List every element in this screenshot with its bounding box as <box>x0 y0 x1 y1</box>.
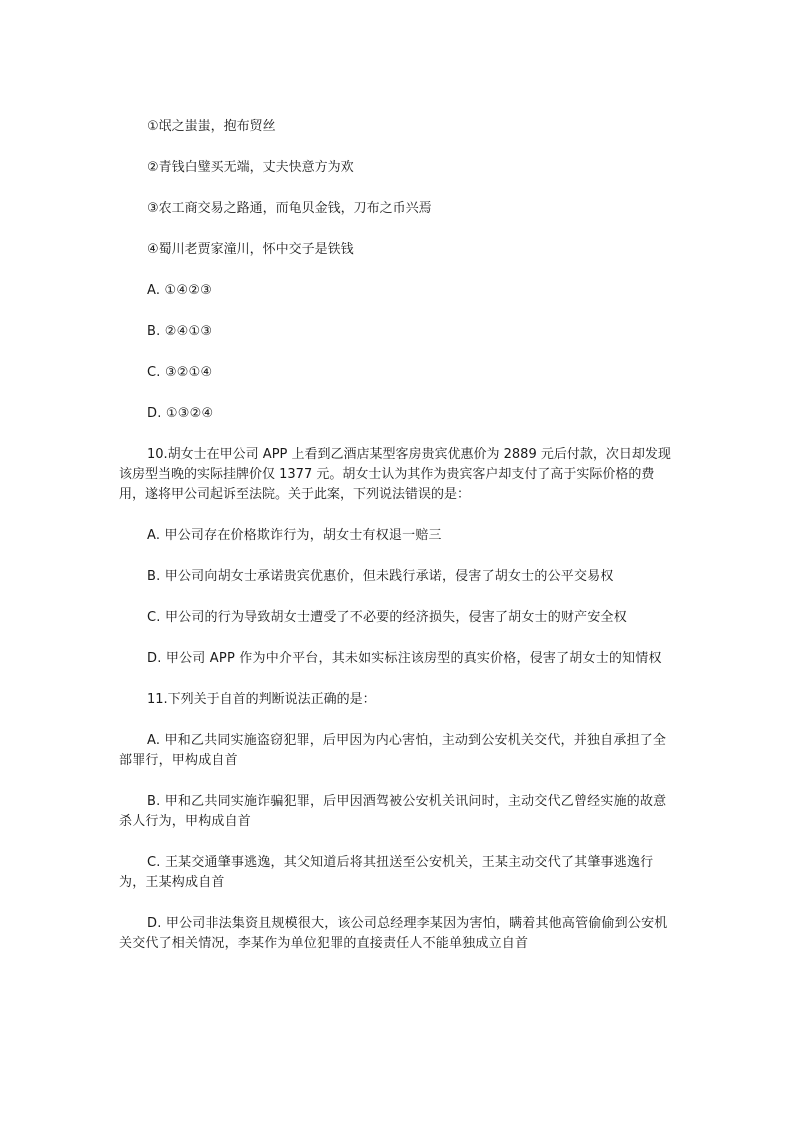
q9-option-d: D. ①③②④ <box>147 406 214 421</box>
q11-option-c: C. 王某交通肇事逃逸，其父知道后将其扭送至公安机关，王某主动交代了其肇事逃逸行为，王某构成自首 <box>119 855 654 890</box>
q11-option-b: B. 甲和乙共同实施诈骗犯罪，后甲因酒驾被公安机关讯问时，主动交代乙曾经实施的故意杀人行为，甲构成自首 <box>119 794 667 829</box>
q9-item-2: ②青钱白璧买无端，丈夫快意方为欢 <box>147 160 354 175</box>
q10-option-b: B. 甲公司向胡女士承诺贵宾优惠价，但未践行承诺，侵害了胡女士的公平交易权 <box>147 569 614 584</box>
q10-option-c: C. 甲公司的行为导致胡女士遭受了不必要的经济损失，侵害了胡女士的财产安全权 <box>147 610 627 625</box>
q9-option-c: C. ③②①④ <box>147 365 213 380</box>
q9-item-3: ③农工商交易之路通，而龟贝金钱，刀布之币兴焉 <box>147 201 432 216</box>
q9-item-1: ①氓之蚩蚩，抱布贸丝 <box>147 119 276 134</box>
document-body <box>119 117 677 975</box>
q10-stem: 10.胡女士在甲公司 APP 上看到乙酒店某型客房贵宾优惠价为 2889 元后付款，次日却发现该房型当晚的实际挂牌价仅 1377 元。胡女士认为其作为贵宾客户却支付了高于实际价格的费用，遂将甲公司起诉至法院。关于此案，下列说法错误的是： <box>119 447 671 502</box>
q11-stem: 11.下列关于自首的判断说法正确的是： <box>147 692 376 707</box>
q10-option-a: A. 甲公司存在价格欺诈行为，胡女士有权退一赔三 <box>147 528 442 543</box>
q11-option-d: D. 甲公司非法集资且规模很大，该公司总经理李某因为害怕，瞒着其他高管偷偷到公安机关交代了相关情况，李某作为单位犯罪的直接责任人不能单独成立自首 <box>119 916 668 951</box>
q9-item-4: ④蜀川老贾家潼川，怀中交子是铁钱 <box>147 242 354 257</box>
q10-option-d: D. 甲公司 APP 作为中介平台，其未如实标注该房型的真实价格，侵害了胡女士的知情权 <box>147 651 662 666</box>
q9-option-b: B. ②④①③ <box>147 324 213 339</box>
q11-option-a: A. 甲和乙共同实施盗窃犯罪，后甲因为内心害怕，主动到公安机关交代，并独自承担了全部罪行，甲构成自首 <box>119 733 667 768</box>
q9-option-a: A. ①④②③ <box>147 283 212 298</box>
